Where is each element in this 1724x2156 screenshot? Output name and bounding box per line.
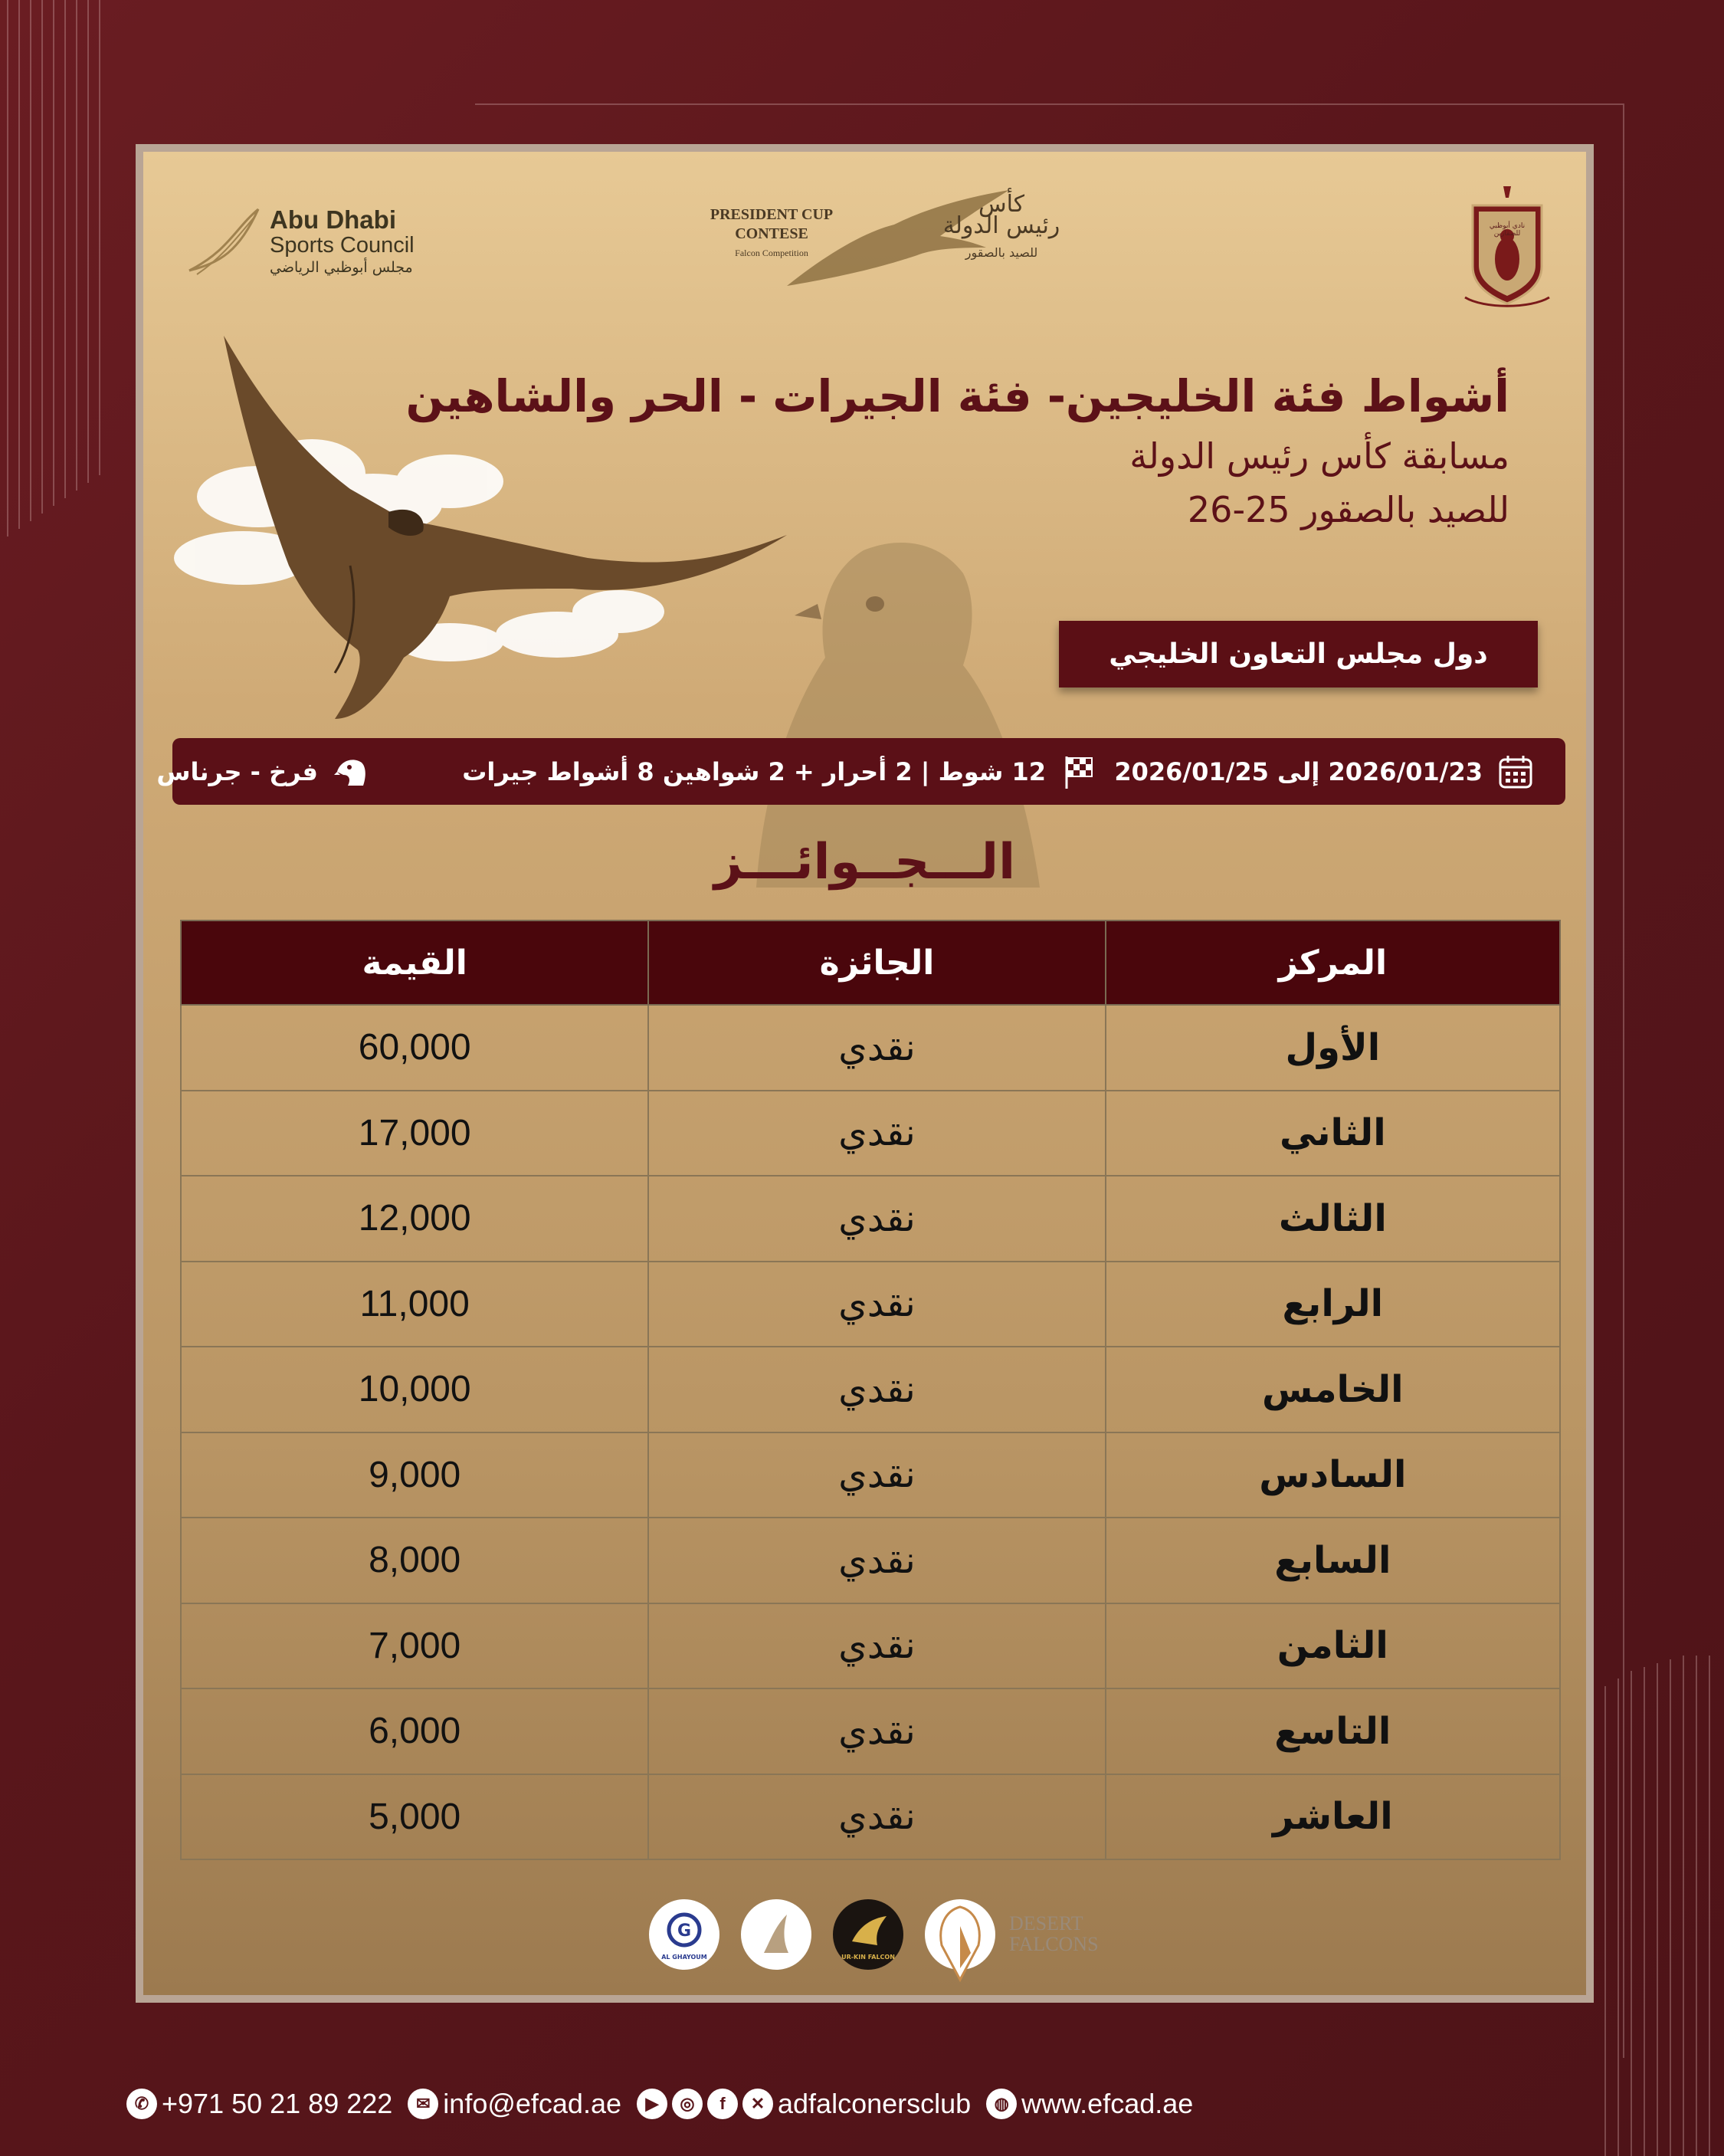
instagram-icon[interactable]: ◎ <box>672 2089 703 2119</box>
footer-website[interactable]: www.efcad.ae <box>1021 2088 1194 2119</box>
adsc-name-ar: مجلس أبوظبي الرياضي <box>270 259 413 276</box>
competition-subtitle-2: للصيد بالصقور 25-26 <box>1187 489 1509 530</box>
abu-dhabi-sports-council-logo <box>182 190 419 282</box>
footer-social-handle[interactable]: adfalconersclub <box>778 2088 972 2119</box>
sponsor-al-ghayoum-logo <box>649 1899 719 1970</box>
president-cup-en-1: PRESIDENT CUP CONTESE <box>710 206 834 242</box>
prize-cell: نقدي <box>648 1688 1105 1774</box>
value-cell: 8,000 <box>181 1518 648 1603</box>
prize-cell: نقدي <box>648 1347 1105 1432</box>
poster-card <box>136 144 1594 2003</box>
table-row <box>181 1091 1560 1176</box>
rank-cell: العاشر <box>1106 1774 1560 1860</box>
value-cell: 9,000 <box>181 1432 648 1518</box>
sponsor-3-label: UR-KIN FALCON <box>841 1954 895 1961</box>
table-row <box>181 1603 1560 1689</box>
sponsor-2-logo <box>741 1899 811 1970</box>
facebook-icon[interactable]: f <box>707 2089 738 2119</box>
prize-cell: نقدي <box>648 1091 1105 1176</box>
prize-cell: نقدي <box>648 1432 1105 1518</box>
rank-cell: السابع <box>1106 1518 1560 1603</box>
info-categories-text: فرخ - جرناس <box>156 756 318 786</box>
rank-cell: الأول <box>1106 1005 1560 1091</box>
prizes-table <box>180 920 1561 1860</box>
adsc-name-en-2: Sports Council <box>270 233 415 258</box>
prize-cell: نقدي <box>648 1518 1105 1603</box>
prize-cell: نقدي <box>648 1005 1105 1091</box>
president-cup-ar: كأس رئيس الدولة <box>942 191 1060 239</box>
table-row <box>181 1176 1560 1262</box>
info-rounds <box>462 738 1098 805</box>
sponsor-desert-falcons-logo <box>925 1899 995 1970</box>
table-header-row <box>181 920 1560 1005</box>
table-row <box>181 1262 1560 1347</box>
president-cup-en-sub: Falcon Competition <box>735 248 808 258</box>
sponsor-1-label: AL GHAYOUM <box>661 1954 707 1961</box>
whatsapp-icon: ✆ <box>126 2089 157 2119</box>
prize-cell: نقدي <box>648 1603 1105 1689</box>
president-cup-logo <box>695 182 1093 297</box>
table-row <box>181 1005 1560 1091</box>
president-cup-ar-sub: للصيد بالصقور <box>965 245 1038 260</box>
rank-cell: الثامن <box>1106 1603 1560 1689</box>
table-row <box>181 1518 1560 1603</box>
calendar-icon <box>1496 753 1535 791</box>
rank-cell: الثاني <box>1106 1091 1560 1176</box>
rank-cell: التاسع <box>1106 1688 1560 1774</box>
crest-shield-icon <box>1454 182 1561 313</box>
rank-cell: الخامس <box>1106 1347 1560 1432</box>
adsc-emblem-icon <box>182 198 266 282</box>
header-prize: الجائزة <box>648 920 1105 1005</box>
table-row <box>181 1347 1560 1432</box>
event-info-bar <box>156 738 1565 805</box>
prizes-heading: الـــجــوائـــز <box>714 834 1015 891</box>
rank-cell: الرابع <box>1106 1262 1560 1347</box>
value-cell: 10,000 <box>181 1347 648 1432</box>
info-dates <box>1114 738 1535 805</box>
value-cell: 5,000 <box>181 1774 648 1860</box>
prize-cell: نقدي <box>648 1176 1105 1262</box>
svg-text:G: G <box>677 1921 692 1941</box>
falconers-club-crest-logo <box>1454 182 1561 313</box>
crest-label: نادي أبوظبي للصقارين <box>1489 222 1526 238</box>
contact-footer <box>126 2085 1193 2123</box>
footer-phone[interactable]: +971 50 21 89 222 <box>162 2088 393 2119</box>
youtube-icon[interactable]: ▶ <box>637 2089 667 2119</box>
x-icon[interactable]: ✕ <box>742 2089 773 2119</box>
sponsor-ur-kin-falcon-logo <box>833 1899 903 1970</box>
table-row <box>181 1688 1560 1774</box>
value-cell: 12,000 <box>181 1176 648 1262</box>
footer-email[interactable]: info@efcad.ae <box>443 2088 621 2119</box>
info-dates-text: 2026/01/23 إلى 2026/01/25 <box>1114 756 1483 786</box>
table-row <box>181 1432 1560 1518</box>
table-row <box>181 1774 1560 1860</box>
header-value: القيمة <box>181 920 648 1005</box>
falcon-head-icon <box>332 753 370 791</box>
info-categories <box>156 738 370 805</box>
value-cell: 17,000 <box>181 1091 648 1176</box>
prize-cell: نقدي <box>648 1262 1105 1347</box>
sponsor-desert-falcons-text: DESERT FALCONS <box>1009 1912 1099 1955</box>
email-icon: ✉ <box>408 2089 438 2119</box>
prize-cell: نقدي <box>648 1774 1105 1860</box>
sponsor-logos <box>649 1899 1139 1984</box>
page-title: أشواط فئة الخليجين- فئة الجيرات - الحر والشاهين <box>405 370 1509 422</box>
adsc-name-en-1: Abu Dhabi <box>270 205 396 234</box>
rank-cell: السادس <box>1106 1432 1560 1518</box>
value-cell: 6,000 <box>181 1688 648 1774</box>
rank-cell: الثالث <box>1106 1176 1560 1262</box>
value-cell: 7,000 <box>181 1603 648 1689</box>
value-cell: 11,000 <box>181 1262 648 1347</box>
checkered-flag-icon <box>1060 753 1098 791</box>
region-badge: دول مجلس التعاون الخليجي <box>1059 621 1538 687</box>
header-rank: المركز <box>1106 920 1560 1005</box>
globe-icon: ◍ <box>986 2089 1017 2119</box>
value-cell: 60,000 <box>181 1005 648 1091</box>
info-rounds-text: 12 شوط | 2 أحرار + 2 شواهين 8 أشواط جيرات <box>462 756 1046 786</box>
decorative-lines-left <box>0 0 115 537</box>
competition-subtitle-1: مسابقة كأس رئيس الدولة <box>1129 435 1509 477</box>
